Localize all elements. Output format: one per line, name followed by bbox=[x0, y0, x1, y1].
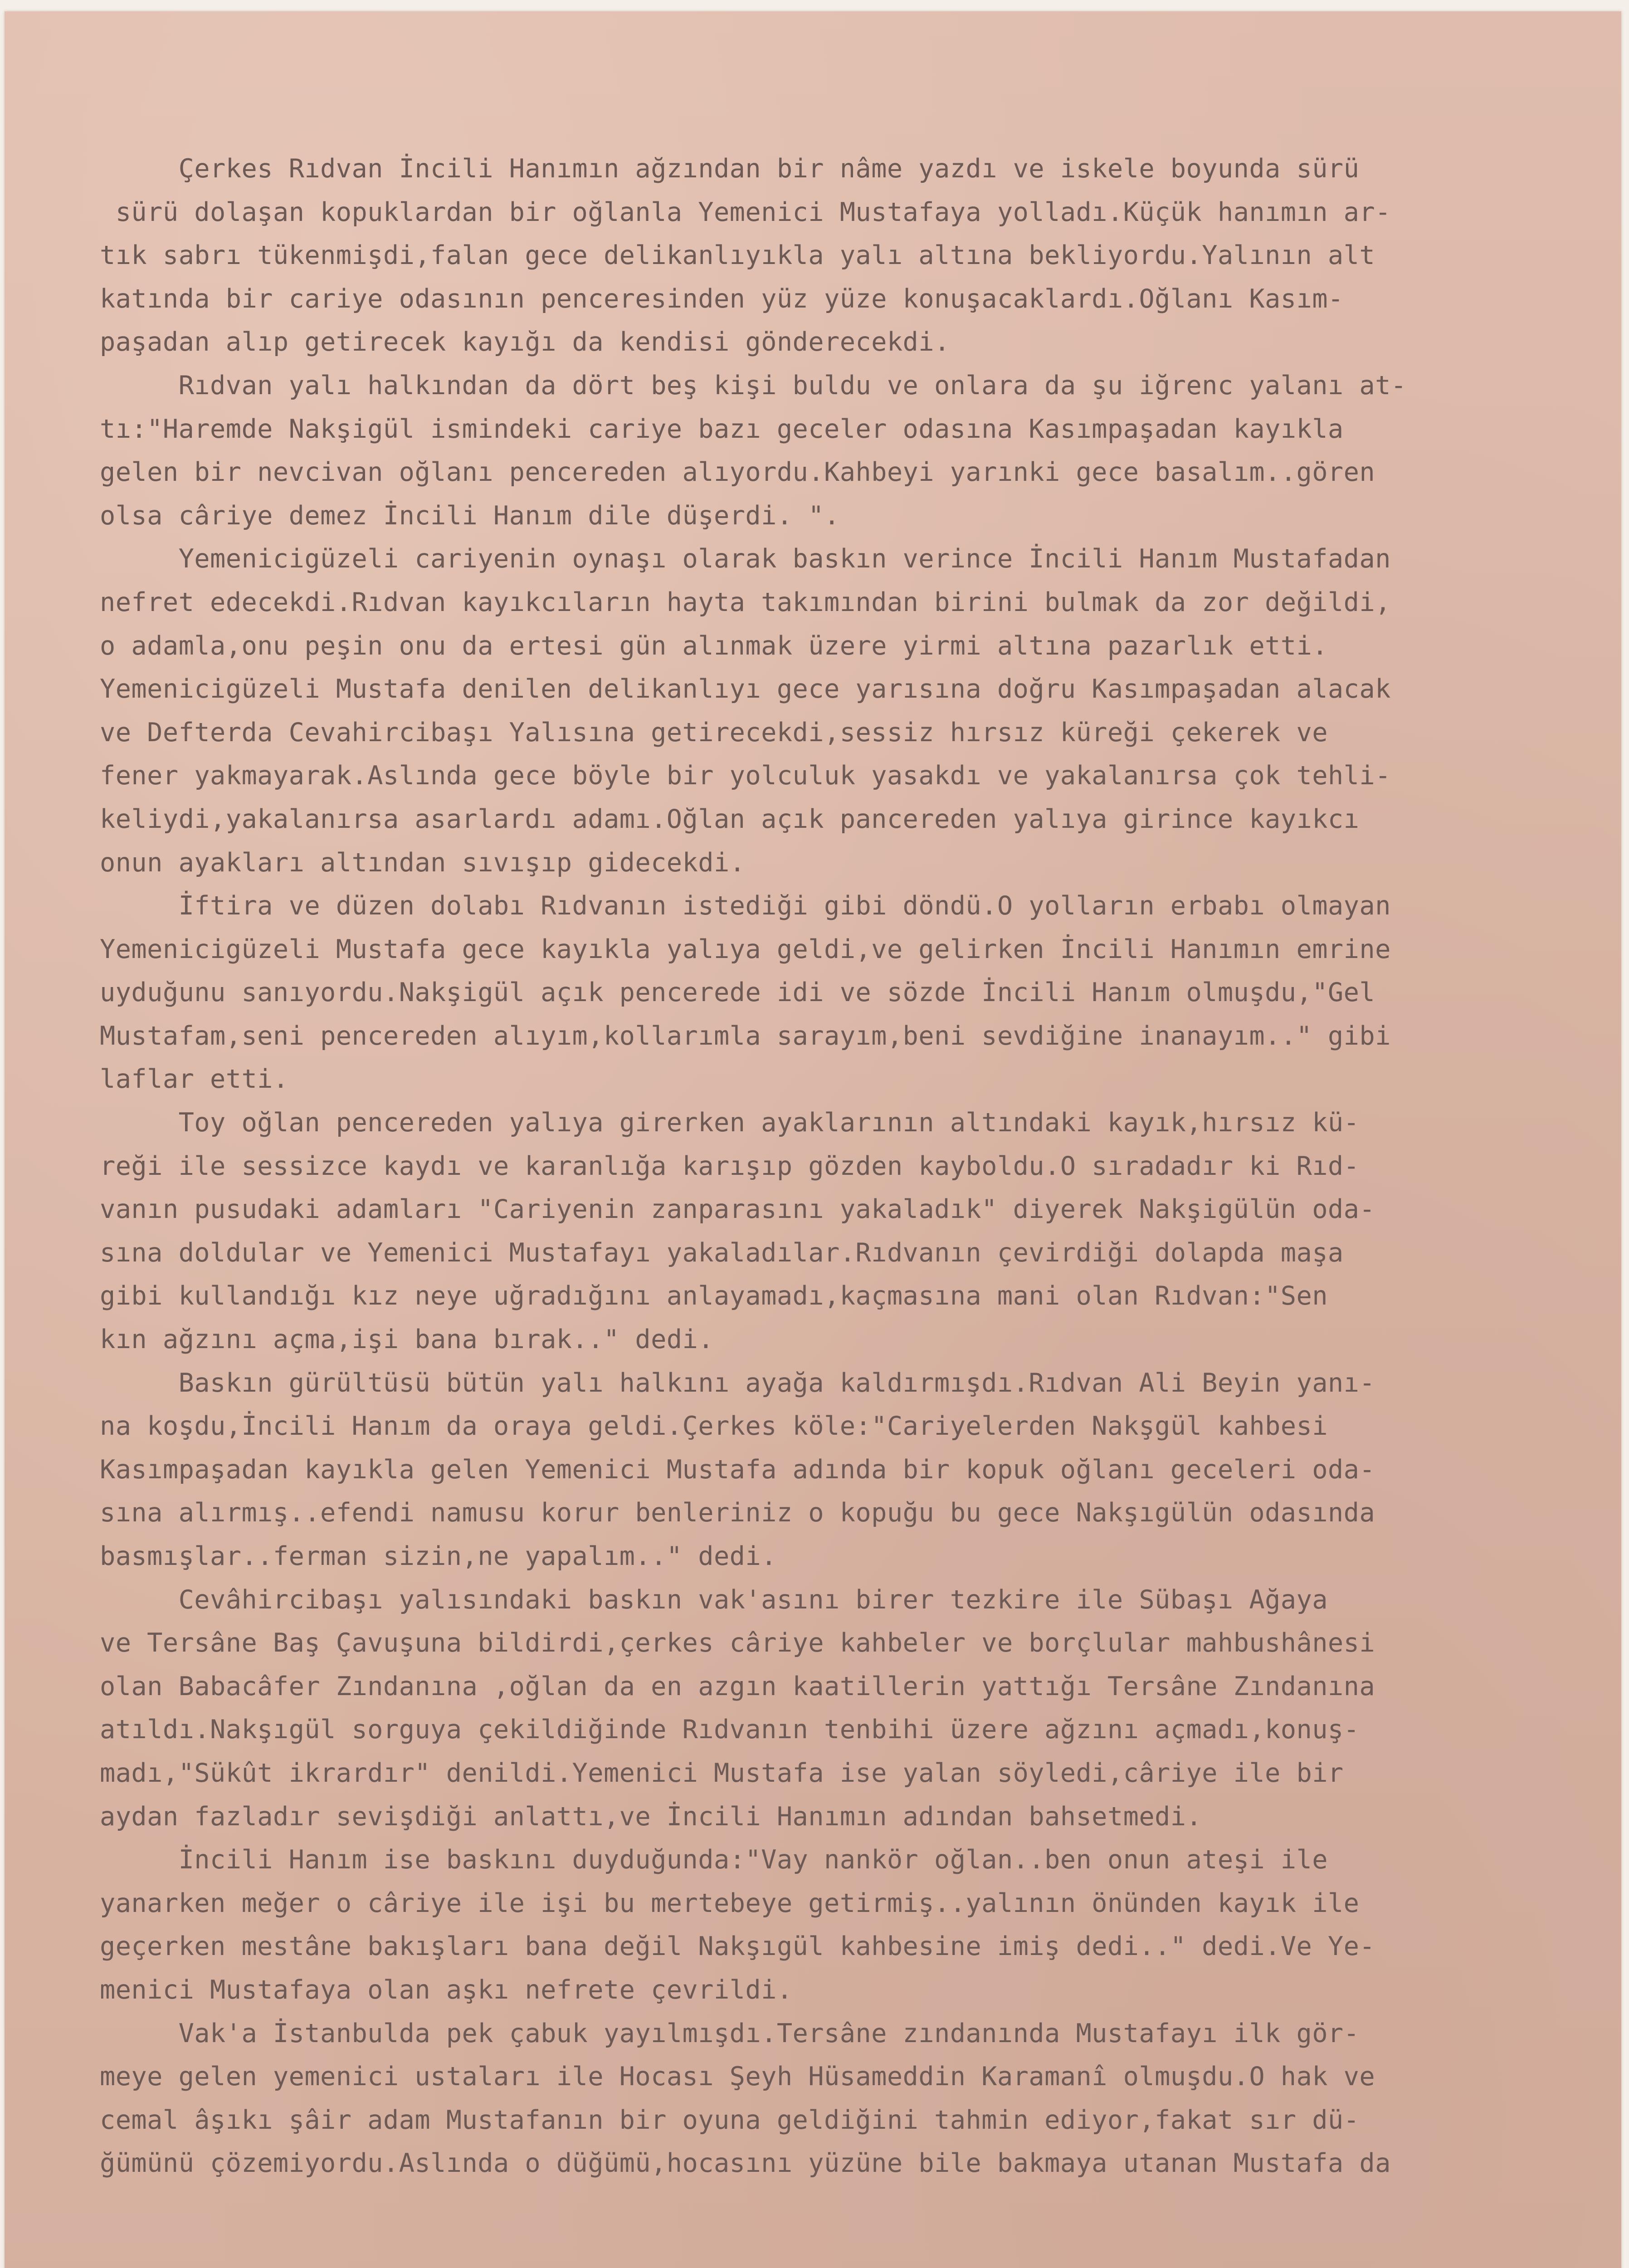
text-line: Mustafam,seni pencereden alıyım,kollarımla sarayım,beni sevdiğine inanayım.." gibi bbox=[100, 1021, 1391, 1051]
text-line: reği ile sessizce kaydı ve karanlığa karışıp gözden kayboldu.O sıradadır ki Rıd- bbox=[100, 1151, 1360, 1181]
body-text bbox=[100, 147, 1614, 2185]
text-line: Rıdvan yalı halkından da dört beş kişi buldu ve onlara da şu iğrenc yalanı at- bbox=[100, 370, 1407, 401]
text-line: laflar etti. bbox=[100, 1064, 289, 1095]
text-line: İncili Hanım ise baskını duyduğunda:"Vay nankör oğlan..ben onun ateşi ile bbox=[100, 1845, 1328, 1875]
text-line: Yemenicigüzeli cariyenin oynaşı olarak baskın verince İncili Hanım Mustafadan bbox=[100, 544, 1391, 574]
text-line: keliydi,yakalanırsa asarlardı adamı.Oğlan açık pancereden yalıya girince kayıkcı bbox=[100, 804, 1360, 834]
text-line: İftira ve düzen dolabı Rıdvanın istediği gibi döndü.O yolların erbabı olmayan bbox=[100, 891, 1391, 921]
text-line: gibi kullandığı kız neye uğradığını anlayamadı,kaçmasına mani olan Rıdvan:"Sen bbox=[100, 1281, 1328, 1311]
text-line: sına doldular ve Yemenici Mustafayı yakaladılar.Rıdvanın çevirdiği dolapda maşa bbox=[100, 1237, 1344, 1268]
text-line: sürü dolaşan kopuklardan bir oğlanla Yemenici Mustafaya yolladı.Küçük hanımın ar- bbox=[100, 197, 1391, 227]
text-line: uyduğunu sanıyordu.Nakşigül açık pencerede idi ve sözde İncili Hanım olmuşdu,"Gel bbox=[100, 978, 1375, 1008]
text-line: Kasımpaşadan kayıkla gelen Yemenici Mustafa adında bir kopuk oğlanı geceleri oda- bbox=[100, 1454, 1375, 1485]
text-line: cemal âşıkı şâir adam Mustafanın bir oyuna geldiğini tahmin ediyor,fakat sır dü- bbox=[100, 2105, 1360, 2135]
text-line: onun ayakları altından sıvışıp gidecekdi. bbox=[100, 847, 746, 878]
text-line: paşadan alıp getirecek kayığı da kendisi gönderecekdi. bbox=[100, 327, 950, 357]
text-line: basmışlar..ferman sizin,ne yapalım.." dedi. bbox=[100, 1541, 777, 1571]
text-line: vanın pusudaki adamları "Cariyenin zanparasını yakaladık" diyerek Nakşigülün oda- bbox=[100, 1194, 1375, 1225]
text-line: yanarken meğer o câriye ile işi bu mertebeye getirmiş..yalının önünden kayık ile bbox=[100, 1888, 1360, 1918]
text-line: gelen bir nevcivan oğlanı pencereden alıyordu.Kahbeyi yarınki gece basalım..gören bbox=[100, 457, 1375, 488]
text-line: atıldı.Nakşıgül sorguya çekildiğinde Rıdvanın tenbihi üzere ağzını açmadı,konuş- bbox=[100, 1715, 1360, 1745]
text-line: Toy oğlan pencereden yalıya girerken ayaklarının altındaki kayık,hırsız kü- bbox=[100, 1108, 1360, 1138]
text-line: na koşdu,İncili Hanım da oraya geldi.Çerkes köle:"Cariyelerden Nakşgül kahbesi bbox=[100, 1411, 1328, 1442]
text-line: Cevâhircibaşı yalısındaki baskın vak'asını birer tezkire ile Sübaşı Ağaya bbox=[100, 1584, 1328, 1615]
text-line: menici Mustafaya olan aşkı nefrete çevrildi. bbox=[100, 1975, 793, 2005]
text-line: meye gelen yemenici ustaları ile Hocası Şeyh Hüsameddin Karamanî olmuşdu.O hak ve bbox=[100, 2062, 1375, 2092]
text-line: Vak'a İstanbulda pek çabuk yayılmışdı.Tersâne zındanında Mustafayı ilk gör- bbox=[100, 2018, 1360, 2048]
text-line: katında bir cariye odasının penceresinden yüz yüze konuşacaklardı.Oğlanı Kasım- bbox=[100, 284, 1344, 314]
text-line: tık sabrı tükenmişdi,falan gece delikanlıyıkla yalı altına bekliyordu.Yalının alt bbox=[100, 240, 1375, 271]
text-line: ğümünü çözemiyordu.Aslında o düğümü,hocasını yüzüne bile bakmaya utanan Mustafa da bbox=[100, 2148, 1391, 2179]
text-line: tı:"Haremde Nakşigül ismindeki cariye bazı geceler odasına Kasımpaşadan kayıkla bbox=[100, 414, 1344, 444]
text-line: geçerken mestâne bakışları bana değil Nakşıgül kahbesine imiş dedi.." dedi.Ve Ye- bbox=[100, 1931, 1375, 1962]
text-line: nefret edecekdi.Rıdvan kayıkcıların hayta takımından birini bulmak da zor değildi, bbox=[100, 587, 1391, 617]
text-line: o adamla,onu peşin onu da ertesi gün alınmak üzere yirmi altına pazarlık etti. bbox=[100, 631, 1328, 661]
text-line: fener yakmayarak.Aslında gece böyle bir yolculuk yasakdı ve yakalanırsa çok tehli- bbox=[100, 761, 1391, 791]
text-line: Baskın gürültüsü bütün yalı halkını ayağa kaldırmışdı.Rıdvan Ali Beyin yanı- bbox=[100, 1368, 1375, 1398]
text-line: Yemenicigüzeli Mustafa gece kayıkla yalıya geldi,ve gelirken İncili Hanımın emrine bbox=[100, 934, 1391, 964]
text-line: Yemenicigüzeli Mustafa denilen delikanlıyı gece yarısına doğru Kasımpaşadan alacak bbox=[100, 674, 1391, 704]
typewritten-page bbox=[5, 11, 1621, 2268]
text-line: aydan fazladır sevişdiği anlattı,ve İncili Hanımın adından bahsetmedi. bbox=[100, 1801, 1202, 1832]
text-line: olan Babacâfer Zındanına ,oğlan da en azgın kaatillerin yattığı Tersâne Zındanına bbox=[100, 1671, 1375, 1701]
text-line: olsa câriye demez İncili Hanım dile düşerdi. ". bbox=[100, 500, 840, 531]
text-line: ve Defterda Cevahircibaşı Yalısına getirecekdi,sessiz hırsız küreği çekerek ve bbox=[100, 717, 1328, 748]
text-line: madı,"Sükût ikrardır" denildi.Yemenici Mustafa ise yalan söyledi,câriye ile bir bbox=[100, 1758, 1344, 1788]
text-line: ve Tersâne Baş Çavuşuna bildirdi,çerkes câriye kahbeler ve borçlular mahbushânesi bbox=[100, 1628, 1375, 1658]
text-line: kın ağzını açma,işi bana bırak.." dedi. bbox=[100, 1325, 714, 1355]
text-line: Çerkes Rıdvan İncili Hanımın ağzından bir nâme yazdı ve iskele boyunda sürü bbox=[100, 154, 1360, 184]
text-line: sına alırmış..efendi namusu korur benleriniz o kopuğu bu gece Nakşıgülün odasında bbox=[100, 1498, 1375, 1528]
